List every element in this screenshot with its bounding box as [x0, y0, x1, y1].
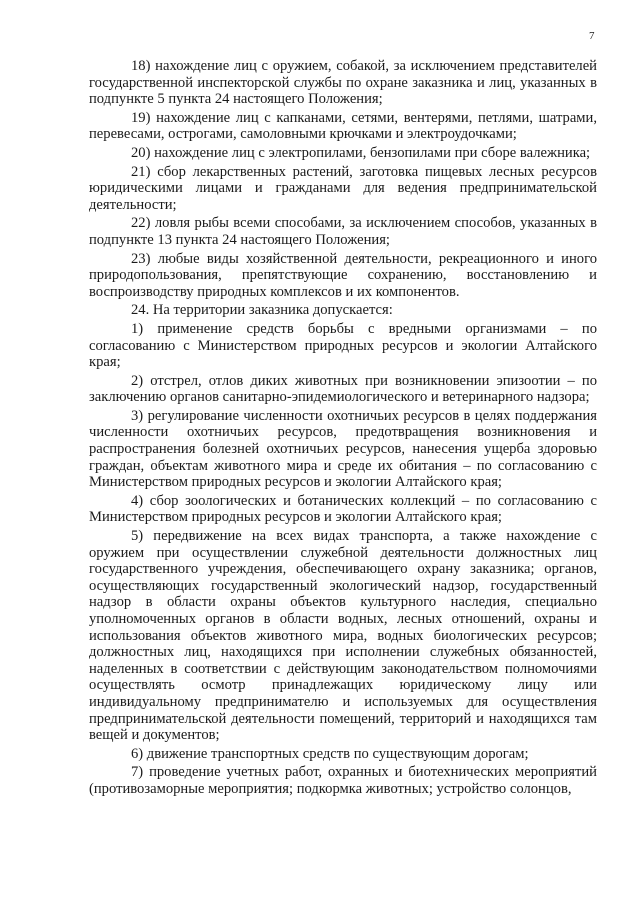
paragraph-item-20: 20) нахождение лиц с электропилами, бензопилами при сборе валежника;: [131, 144, 591, 161]
paragraph-item-23: 23) любые виды хозяйственной деятельности, рекреационного и иного природопользования, препятствующие сохранению, восстановлению и воспроизводству природных комплексов и их компонентов.: [89, 250, 597, 300]
paragraph-item-21: 21) сбор лекарственных растений, заготовка пищевых лесных ресурсов юридическими лицами и гражданами для ведения предпринимательской деятельности;: [89, 163, 597, 213]
allowed-item-6: 6) движение транспортных средств по существующим дорогам;: [131, 745, 529, 762]
allowed-item-3: 3) регулирование численности охотничьих ресурсов в целях поддержания численности охотничьих ресурсов, предотвращения возникновения и распространения болезней охотничьих ресурсов, нанесения ущерба здоровью граждан, объектам животного мира и среде их обитания – по согласованию с Министерством природных ресурсов и экологии Алтайского края;: [89, 407, 597, 491]
paragraph-item-19: 19) нахождение лиц с капканами, сетями, вентерями, петлями, шатрами, перевесами, острогами, самоловными крючками и электроудочками;: [89, 109, 597, 143]
section-24-heading: 24. На территории заказника допускается:: [131, 302, 393, 319]
document-body: [89, 58, 597, 798]
allowed-item-5: 5) передвижение на всех видах транспорта, а также нахождение с оружием при осуществлении служебной деятельности должностных лиц государственного учреждения, обеспечивающего охрану заказника; органов, осуществляющих государственный экологический надзор, государственный надзор в области охраны объектов культурного наследия, специально уполномоченных органов в области водных, лесных отношений, охраны и использования объектов животного мира, водных биологических ресурсов; должностных лиц, находящихся при исполнении служебных обязанностей, наделенных в соответствии с действующим законодательством полномочиями осуществлять осмотр принадлежащих юридическому лицу или индивидуальному предпринимателю и используемых для осуществления предпринимательской деятельности помещений, территорий и находящихся там вещей и документов;: [89, 528, 597, 744]
allowed-item-4: 4) сбор зоологических и ботанических коллекций – по согласованию с Министерством природных ресурсов и экологии Алтайского края;: [89, 492, 597, 526]
allowed-item-2: 2) отстрел, отлов диких животных при возникновении эпизоотии – по заключению органов санитарно-эпидемиологического и ветеринарного надзора;: [89, 372, 597, 406]
paragraph-item-22: 22) ловля рыбы всеми способами, за исключением способов, указанных в подпункте 13 пункта 24 настоящего Положения;: [89, 215, 597, 248]
paragraph-item-18: 18) нахождение лиц с оружием, собакой, за исключением представителей государственной инспекторской службы по охране заказника и лиц, указанных в подпункте 5 пункта 24 настоящего Положения;: [89, 58, 597, 108]
allowed-item-1: 1) применение средств борьбы с вредными организмами – по согласованию с Министерством природных ресурсов и экологии Алтайского края;: [89, 320, 597, 371]
page-number: 7: [589, 30, 595, 42]
allowed-item-7: 7) проведение учетных работ, охранных и биотехнических мероприятий (противозаморные мероприятия; подкормка животных; устройство солонцов,: [89, 764, 597, 797]
